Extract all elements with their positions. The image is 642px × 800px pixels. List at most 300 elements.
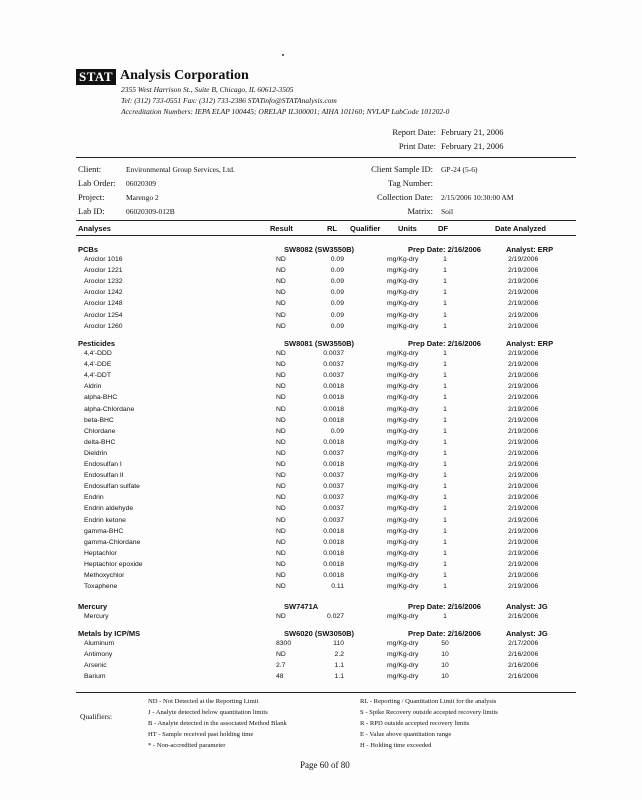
- units-value: mg/Kg-dry: [387, 494, 419, 502]
- dilution-factor: 1: [443, 583, 447, 591]
- analyte-name: 4,4'-DDD: [84, 350, 112, 357]
- date-analyzed: 2/19/2006: [508, 505, 539, 513]
- dilution-factor: 1: [443, 267, 447, 275]
- reporting-limit: 0.027: [326, 613, 344, 620]
- date-analyzed: 2/19/2006: [508, 300, 539, 308]
- result-value: ND: [276, 322, 286, 330]
- footer-rule: [76, 692, 576, 693]
- speck-mark: [282, 54, 284, 56]
- section-analyst: Analyst: JG: [506, 602, 548, 611]
- section-method: SW8081 (SW3550B): [284, 339, 355, 348]
- date-analyzed: 2/19/2006: [508, 394, 539, 402]
- table-row: [0, 278, 642, 289]
- units-value: mg/Kg-dry: [387, 438, 419, 446]
- result-value: ND: [276, 461, 286, 468]
- dilution-factor: 1: [443, 322, 447, 330]
- units-value: mg/Kg-dry: [387, 372, 419, 380]
- result-value: ND: [276, 516, 286, 524]
- result-value: ND: [276, 256, 286, 263]
- result-value: ND: [276, 405, 286, 413]
- reporting-limit: 0.0018: [323, 405, 344, 413]
- dilution-factor: 1: [443, 311, 447, 319]
- dilution-factor: 1: [443, 549, 447, 557]
- reporting-limit: 0.0018: [323, 438, 344, 446]
- date-analyzed: 2/19/2006: [508, 267, 539, 275]
- date-analyzed: 2/16/2006: [508, 662, 539, 670]
- date-analyzed: 2/19/2006: [508, 538, 539, 546]
- dilution-factor: 1: [443, 416, 447, 424]
- reporting-limit: 0.0018: [323, 560, 344, 568]
- result-value: ND: [276, 350, 286, 357]
- dilution-factor: 10: [441, 662, 449, 670]
- analyte-name: Aroclor 1221: [84, 267, 123, 275]
- reporting-limit: 0.0037: [323, 516, 344, 524]
- dilution-factor: 1: [443, 560, 447, 568]
- reporting-limit: 0.09: [330, 322, 344, 330]
- result-value: ND: [276, 394, 286, 402]
- analyte-name: Aldrin: [84, 383, 102, 391]
- date-analyzed: 2/19/2006: [508, 372, 539, 380]
- table-row: [0, 267, 642, 278]
- result-value: ND: [276, 651, 286, 659]
- units-value: mg/Kg-dry: [387, 640, 419, 647]
- reporting-limit: 0.09: [330, 427, 344, 435]
- dilution-factor: 10: [441, 651, 449, 659]
- dilution-factor: 1: [443, 372, 447, 380]
- result-value: ND: [276, 483, 286, 491]
- result-value: ND: [276, 267, 286, 275]
- qualifier-b: B - Analyte detected in the associated Method Blank: [148, 720, 287, 727]
- units-value: mg/Kg-dry: [387, 405, 419, 413]
- result-value: ND: [276, 505, 286, 513]
- company-logo: STAT: [76, 69, 116, 85]
- date-analyzed: 2/19/2006: [508, 527, 539, 535]
- table-row: [0, 483, 642, 494]
- reporting-limit: 0.09: [330, 267, 344, 275]
- reporting-limit: 0.0037: [323, 505, 344, 513]
- section-prep-date: Prep Date: 2/16/2006: [408, 245, 481, 254]
- client-label: Client:: [78, 164, 102, 174]
- section-method: SW6020 (SW3050B): [284, 629, 355, 638]
- section-title: Pesticides: [78, 339, 116, 348]
- report-date-label: Report Date:: [392, 127, 436, 137]
- header-top-rule: [76, 220, 576, 221]
- table-row: [0, 561, 642, 572]
- date-analyzed: 2/19/2006: [508, 289, 539, 297]
- result-value: 8300: [276, 640, 292, 647]
- date-analyzed: 2/19/2006: [508, 311, 539, 319]
- section-title: Metals by ICP/MS: [78, 629, 141, 638]
- units-value: mg/Kg-dry: [387, 394, 419, 402]
- date-analyzed: 2/19/2006: [508, 350, 539, 357]
- date-analyzed: 2/19/2006: [508, 405, 539, 413]
- date-analyzed: 2/19/2006: [508, 278, 539, 286]
- analyte-name: 4,4'-DDT: [84, 372, 111, 380]
- analyte-name: Arsenic: [84, 662, 107, 670]
- analyte-name: alpha-BHC: [84, 394, 118, 402]
- table-row: [0, 350, 642, 361]
- units-value: mg/Kg-dry: [387, 461, 419, 468]
- units-value: mg/Kg-dry: [387, 549, 419, 557]
- units-value: mg/Kg-dry: [387, 583, 419, 591]
- dilution-factor: 1: [443, 278, 447, 286]
- analyte-name: Endosulfan II: [84, 472, 124, 480]
- section-prep-date: Prep Date: 2/16/2006: [408, 602, 481, 611]
- units-value: mg/Kg-dry: [387, 300, 419, 308]
- table-row: [0, 256, 642, 267]
- reporting-limit: 0.0018: [323, 549, 344, 557]
- col-units: Units: [398, 224, 417, 233]
- qualifier-h: H - Holding time exceeded: [360, 742, 432, 749]
- result-value: 48: [276, 673, 284, 681]
- dilution-factor: 1: [443, 516, 447, 524]
- date-analyzed: 2/19/2006: [508, 472, 539, 480]
- table-row: [0, 572, 642, 583]
- section-prep-date: Prep Date: 2/16/2006: [408, 339, 481, 348]
- dilution-factor: 10: [441, 673, 449, 681]
- collection-date-value: 2/15/2006 10:30:00 AM: [441, 193, 514, 202]
- analyte-name: Endrin: [84, 494, 104, 502]
- result-value: ND: [276, 361, 286, 369]
- table-row: [0, 472, 642, 483]
- client-value: Environmental Group Services, Ltd.: [126, 165, 235, 174]
- section-method: SW7471A: [284, 602, 319, 611]
- dilution-factor: 1: [443, 572, 447, 579]
- units-value: mg/Kg-dry: [387, 427, 419, 435]
- date-analyzed: 2/19/2006: [508, 438, 539, 446]
- units-value: mg/Kg-dry: [387, 613, 419, 620]
- units-value: mg/Kg-dry: [387, 516, 419, 524]
- date-analyzed: 2/16/2006: [508, 673, 539, 681]
- table-row: [0, 583, 642, 594]
- qualifiers-label: Qualifiers:: [80, 712, 113, 721]
- qualifier-j: J - Analyte detected below quantitation limits: [148, 709, 268, 716]
- result-value: 2.7: [276, 662, 286, 670]
- date-analyzed: 2/19/2006: [508, 494, 539, 502]
- table-row: [0, 394, 642, 405]
- units-value: mg/Kg-dry: [387, 449, 419, 457]
- table-row: [0, 361, 642, 372]
- analyte-name: Methoxychlor: [84, 572, 125, 579]
- dilution-factor: 1: [443, 538, 447, 546]
- date-analyzed: 2/19/2006: [508, 383, 539, 391]
- date-analyzed: 2/19/2006: [508, 461, 539, 468]
- table-row: [0, 300, 642, 311]
- dilution-factor: 1: [443, 527, 447, 535]
- date-analyzed: 2/16/2006: [508, 613, 539, 620]
- result-value: ND: [276, 583, 286, 591]
- matrix-label: Matrix:: [407, 206, 433, 216]
- units-value: mg/Kg-dry: [387, 483, 419, 491]
- analyte-name: Heptachlor epoxide: [84, 560, 143, 568]
- result-value: ND: [276, 438, 286, 446]
- units-value: mg/Kg-dry: [387, 505, 419, 513]
- units-value: mg/Kg-dry: [387, 651, 419, 659]
- table-row: [0, 323, 642, 334]
- date-analyzed: 2/19/2006: [508, 483, 539, 491]
- analyte-name: Endrin ketone: [84, 516, 126, 524]
- analyte-name: Barium: [84, 673, 106, 681]
- date-analyzed: 2/19/2006: [508, 572, 539, 579]
- table-row: [0, 289, 642, 300]
- collection-date-label: Collection Date:: [377, 192, 433, 202]
- dilution-factor: 1: [443, 483, 447, 491]
- table-row: [0, 539, 642, 550]
- company-address: 2355 West Harrison St., Suite B, Chicago, IL 60612-3505: [121, 85, 294, 94]
- dilution-factor: 1: [443, 394, 447, 402]
- header-bottom-rule: [76, 235, 576, 236]
- table-row: [0, 450, 642, 461]
- tag-number-label: Tag Number:: [388, 178, 433, 188]
- table-row: [0, 428, 642, 439]
- date-analyzed: 2/19/2006: [508, 449, 539, 457]
- col-date-analyzed: Date Analyzed: [495, 224, 546, 233]
- units-value: mg/Kg-dry: [387, 472, 419, 480]
- result-value: ND: [276, 560, 286, 568]
- result-value: ND: [276, 416, 286, 424]
- reporting-limit: 0.0037: [323, 372, 344, 380]
- reporting-limit: 0.0037: [323, 494, 344, 502]
- reporting-limit: 0.0018: [323, 461, 344, 468]
- units-value: mg/Kg-dry: [387, 267, 419, 275]
- table-row: [0, 505, 642, 516]
- date-analyzed: 2/19/2006: [508, 583, 539, 591]
- analyte-name: Aroclor 1254: [84, 311, 123, 319]
- lab-id-label: Lab ID:: [78, 206, 105, 216]
- table-row: [0, 613, 642, 624]
- date-analyzed: 2/16/2006: [508, 651, 539, 659]
- reporting-limit: 0.0037: [323, 350, 344, 357]
- result-value: ND: [276, 549, 286, 557]
- company-contact: Tel: (312) 733-0551 Fax: (312) 733-2386 STATinfo@STATAnalysis.com: [121, 96, 337, 105]
- units-value: mg/Kg-dry: [387, 289, 419, 297]
- table-row: [0, 550, 642, 561]
- table-row: [0, 312, 642, 323]
- table-row: [0, 417, 642, 428]
- table-row: [0, 406, 642, 417]
- dilution-factor: 1: [443, 289, 447, 297]
- analyte-name: beta-BHC: [84, 416, 114, 424]
- table-row: [0, 651, 642, 662]
- analyte-name: Aroclor 1260: [84, 322, 123, 330]
- dilution-factor: 1: [443, 405, 447, 413]
- analyte-name: 4,4'-DDE: [84, 361, 112, 369]
- analyte-name: Chlordane: [84, 427, 116, 435]
- reporting-limit: 0.0018: [323, 394, 344, 402]
- col-analyses: Analyses: [78, 224, 111, 233]
- result-value: ND: [276, 278, 286, 286]
- analyte-name: Endosulfan I: [84, 461, 122, 468]
- qualifier-rl: RL - Reporting / Quantitation Limit for the analysis: [360, 698, 497, 705]
- section-analyst: Analyst: ERP: [506, 245, 554, 254]
- matrix-value: Soil: [441, 207, 454, 216]
- print-date-label: Print Date:: [398, 141, 436, 151]
- units-value: mg/Kg-dry: [387, 383, 419, 391]
- table-row: [0, 528, 642, 539]
- result-value: ND: [276, 300, 286, 308]
- analyte-name: Mercury: [84, 613, 109, 620]
- analyte-name: delta-BHC: [84, 438, 116, 446]
- result-value: ND: [276, 289, 286, 297]
- units-value: mg/Kg-dry: [387, 322, 419, 330]
- client-sample-value: GP-24 (5-6): [441, 165, 478, 174]
- section-analyst: Analyst: JG: [506, 629, 548, 638]
- analyte-name: gamma-Chlordane: [84, 538, 141, 546]
- date-analyzed: 2/19/2006: [508, 361, 539, 369]
- result-value: ND: [276, 572, 286, 579]
- dilution-factor: 50: [441, 640, 449, 647]
- reporting-limit: 0.0018: [323, 527, 344, 535]
- units-value: mg/Kg-dry: [387, 560, 419, 568]
- qualifier-star: * - Non-accredited parameter: [148, 742, 226, 749]
- analyte-name: Heptachlor: [84, 549, 117, 557]
- table-row: [0, 439, 642, 450]
- table-row: [0, 517, 642, 528]
- table-row: [0, 383, 642, 394]
- lab-order-value: 06020309: [126, 179, 156, 188]
- reporting-limit: 0.0018: [323, 383, 344, 391]
- analyte-name: Aluminum: [84, 640, 115, 647]
- reporting-limit: 0.0037: [323, 361, 344, 369]
- dilution-factor: 1: [443, 300, 447, 308]
- dilution-factor: 1: [443, 449, 447, 457]
- reporting-limit: 0.0037: [323, 472, 344, 480]
- units-value: mg/Kg-dry: [387, 673, 419, 681]
- company-accreditation: Accreditation Numbers: IEPA ELAP 100445; ORELAP IL300001; AIHA 101160; NVLAP LabCode 101202-0: [121, 107, 450, 116]
- units-value: mg/Kg-dry: [387, 662, 419, 670]
- section-analyst: Analyst: ERP: [506, 339, 554, 348]
- result-value: ND: [276, 311, 286, 319]
- units-value: mg/Kg-dry: [387, 538, 419, 546]
- section-title: PCBs: [78, 245, 99, 254]
- reporting-limit: 0.09: [330, 289, 344, 297]
- dilution-factor: 1: [443, 613, 447, 620]
- result-value: ND: [276, 527, 286, 535]
- date-analyzed: 2/19/2006: [508, 427, 539, 435]
- dilution-factor: 1: [443, 461, 447, 468]
- section-method: SW8082 (SW3550B): [284, 245, 355, 254]
- analyte-name: Aroclor 1248: [84, 300, 123, 308]
- dilution-factor: 1: [443, 438, 447, 446]
- table-row: [0, 461, 642, 472]
- dilution-factor: 1: [443, 505, 447, 513]
- print-date: February 21, 2006: [441, 141, 504, 151]
- lab-id-value: 06020309-012B: [126, 207, 175, 216]
- dilution-factor: 1: [443, 256, 447, 263]
- result-value: ND: [276, 383, 286, 391]
- units-value: mg/Kg-dry: [387, 361, 419, 369]
- analyte-name: Endrin aldehyde: [84, 505, 134, 513]
- qualifier-ht: HT - Sample received past holding time: [148, 731, 254, 738]
- dilution-factor: 1: [443, 427, 447, 435]
- date-analyzed: 2/17/2006: [508, 640, 539, 647]
- reporting-limit: 0.11: [331, 583, 344, 591]
- analyte-name: Toxaphene: [84, 583, 118, 591]
- reporting-limit: 0.0037: [323, 449, 344, 457]
- reporting-limit: 0.09: [330, 311, 344, 319]
- date-analyzed: 2/19/2006: [508, 560, 539, 568]
- table-row: [0, 673, 642, 684]
- units-value: mg/Kg-dry: [387, 572, 419, 579]
- section-title: Mercury: [78, 602, 108, 611]
- client-sample-label: Client Sample ID:: [371, 164, 433, 174]
- dilution-factor: 1: [443, 350, 447, 357]
- reporting-limit: 0.09: [330, 278, 344, 286]
- date-analyzed: 2/19/2006: [508, 516, 539, 524]
- date-analyzed: 2/19/2006: [508, 256, 539, 263]
- reporting-limit: 2.2: [334, 651, 344, 659]
- result-value: ND: [276, 449, 286, 457]
- units-value: mg/Kg-dry: [387, 256, 419, 263]
- qualifier-nd: ND - Not Detected at the Reporting Limit: [148, 698, 259, 705]
- qualifier-s: S - Spike Recovery outside accepted recovery limits: [360, 709, 498, 716]
- units-value: mg/Kg-dry: [387, 527, 419, 535]
- dilution-factor: 1: [443, 361, 447, 369]
- reporting-limit: 0.0018: [323, 538, 344, 546]
- lab-order-label: Lab Order:: [78, 178, 116, 188]
- table-row: [0, 372, 642, 383]
- table-row: [0, 662, 642, 673]
- reporting-limit: 0.0018: [323, 416, 344, 424]
- project-value: Marengo 2: [126, 193, 159, 202]
- project-label: Project:: [78, 192, 105, 202]
- col-result: Result: [270, 224, 293, 233]
- section-prep-date: Prep Date: 2/16/2006: [408, 629, 481, 638]
- reporting-limit: 0.0018: [323, 572, 344, 579]
- analyte-name: Endosulfan sulfate: [84, 483, 140, 491]
- dilution-factor: 1: [443, 494, 447, 502]
- result-value: ND: [276, 613, 286, 620]
- qualifier-r: R - RPD outside accepted recovery limits: [360, 720, 470, 727]
- date-analyzed: 2/19/2006: [508, 416, 539, 424]
- dilution-factor: 1: [443, 383, 447, 391]
- analyte-name: gamma-BHC: [84, 527, 124, 535]
- analyte-name: Antimony: [84, 651, 113, 659]
- reporting-limit: 1.1: [334, 673, 344, 681]
- result-value: ND: [276, 372, 286, 380]
- table-row: [0, 494, 642, 505]
- col-qualifier: Qualifier: [350, 224, 381, 233]
- result-value: ND: [276, 472, 286, 480]
- result-value: ND: [276, 538, 286, 546]
- page-number: Page 60 of 80: [300, 760, 350, 770]
- analyte-name: alpha-Chlordane: [84, 405, 135, 413]
- dilution-factor: 1: [443, 472, 447, 480]
- qualifier-e: E - Value above quantitation range: [360, 731, 452, 738]
- col-rl: RL: [327, 224, 337, 233]
- analyte-name: Dieldrin: [84, 449, 108, 457]
- reporting-limit: 1.1: [334, 662, 344, 670]
- table-row: [0, 640, 642, 651]
- col-df: DF: [438, 224, 448, 233]
- date-analyzed: 2/19/2006: [508, 322, 539, 330]
- units-value: mg/Kg-dry: [387, 278, 419, 286]
- analyte-name: Aroclor 1242: [84, 289, 123, 297]
- company-name: Analysis Corporation: [120, 68, 249, 83]
- result-value: ND: [276, 494, 286, 502]
- reporting-limit: 0.09: [330, 300, 344, 308]
- units-value: mg/Kg-dry: [387, 416, 419, 424]
- date-analyzed: 2/19/2006: [508, 549, 539, 557]
- reporting-limit: 0.0037: [323, 483, 344, 491]
- reporting-limit: 110: [333, 640, 344, 647]
- result-value: ND: [276, 427, 286, 435]
- analyte-name: Aroclor 1232: [84, 278, 123, 286]
- analyte-name: Aroclor 1016: [84, 256, 123, 263]
- units-value: mg/Kg-dry: [387, 311, 419, 319]
- units-value: mg/Kg-dry: [387, 350, 419, 357]
- info-top-rule: [76, 157, 576, 158]
